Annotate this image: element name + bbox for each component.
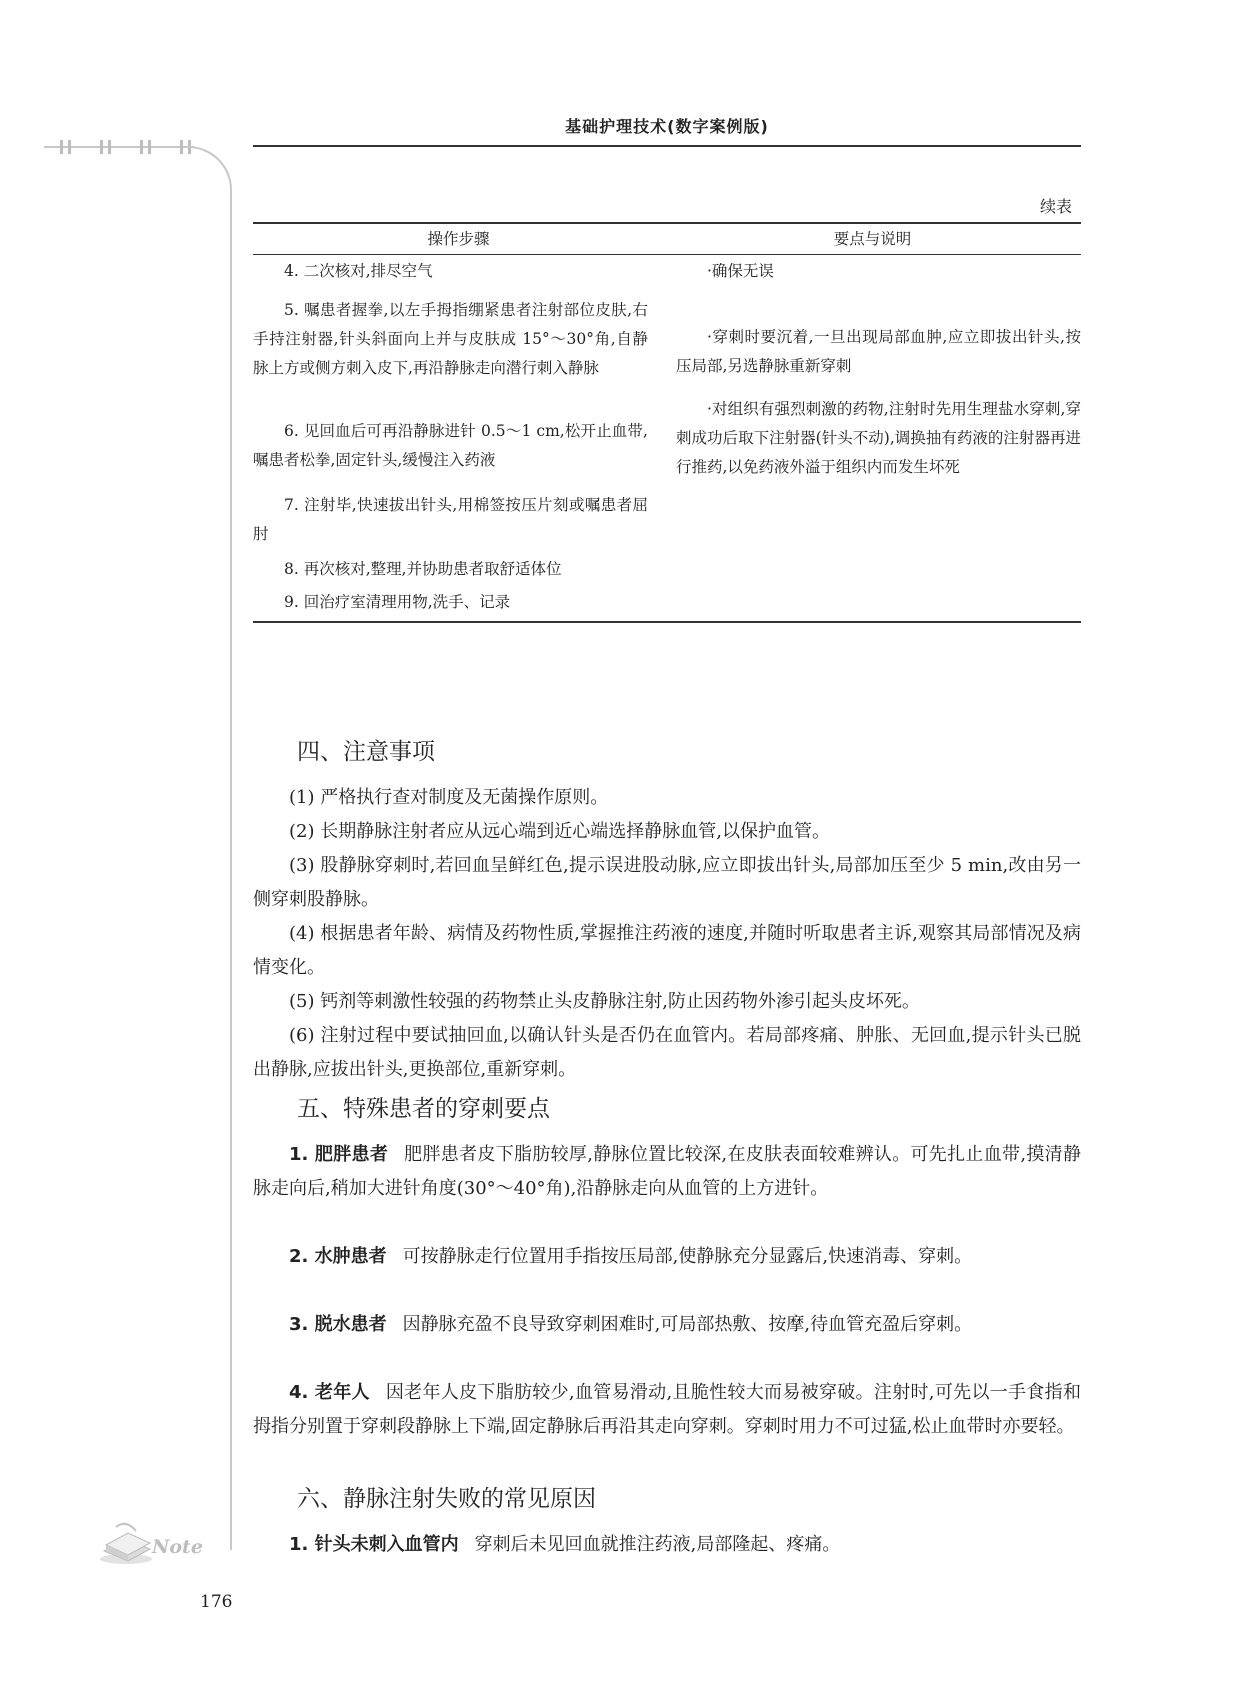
- item-label: 1. 针头未刺入血管内: [289, 1534, 459, 1555]
- precaution-item: (2) 长期静脉注射者应从远心端到近心端选择静脉血管,以保护血管。: [289, 821, 830, 842]
- column-header-notes: 要点与说明: [664, 223, 1081, 255]
- precaution-item: (3) 股静脉穿刺时,若回血呈鲜红色,提示误进股动脉,应立即拔出针头,局部加压至少 5 min,改由另一侧穿刺股静脉。: [253, 855, 1081, 910]
- precaution-item: (4) 根据患者年龄、病情及药物性质,掌握推注药液的速度,并随时听取患者主诉,观察其局部情况及病情变化。: [253, 923, 1081, 978]
- section-heading-precautions: 四、注意事项: [297, 739, 435, 765]
- note-logo-text: Note: [152, 1536, 203, 1558]
- item-text: 穿刺后未见回血就推注药液,局部隆起、疼痛。: [474, 1534, 841, 1555]
- table-row: [253, 395, 1081, 491]
- special-patient-item: [253, 1138, 1081, 1206]
- table-row: [253, 290, 1081, 395]
- item-label: 2. 水肿患者: [289, 1246, 387, 1267]
- item-label: 3. 脱水患者: [289, 1314, 387, 1335]
- note-cell: ·穿刺时要沉着,一旦出现局部血肿,应立即拔出针头,按压局部,另选静脉重新穿刺: [676, 328, 1081, 375]
- table-row: [253, 491, 1081, 555]
- column-header-steps: 操作步骤: [253, 223, 664, 255]
- note-cell: ·对组织有强烈刺激的药物,注射时先用生理盐水穿刺,穿刺成功后取下注射器(针头不动),调换抽有药液的注射器再进行推药,以免药液外溢于组织内而发生坏死: [676, 400, 1081, 476]
- step-cell: 7. 注射毕,快速拔出针头,用棉签按压片刻或嘱患者屈肘: [253, 496, 648, 543]
- item-text: 因静脉充盈不良导致穿刺困难时,可局部热敷、按摩,待血管充盈后穿刺。: [402, 1314, 973, 1335]
- note-cell: ·确保无误: [707, 262, 774, 280]
- step-cell: 9. 回治疗室清理用物,洗手、记录: [284, 593, 511, 611]
- procedure-table: [253, 222, 1081, 623]
- table-row: [253, 555, 1081, 588]
- note-logo: [96, 1517, 206, 1567]
- table-row: [253, 255, 1081, 291]
- table-continued-label: 续表: [1039, 197, 1072, 216]
- table-row: [253, 588, 1081, 622]
- item-text: 可按静脉走行位置用手指按压局部,使静脉充分显露后,快速消毒、穿刺。: [402, 1246, 973, 1267]
- step-cell: 8. 再次核对,整理,并协助患者取舒适体位: [284, 560, 562, 578]
- step-cell: 5. 嘱患者握拳,以左手拇指绷紧患者注射部位皮肤,右手持注射器,针头斜面向上并与皮肤成 15°～30°角,自静脉上方或侧方刺入皮下,再沿静脉走向潜行刺入静脉: [253, 301, 648, 377]
- step-cell: 6. 见回血后可再沿静脉进针 0.5～1 cm,松开止血带,嘱患者松拳,固定针头,缓慢注入药液: [253, 422, 648, 469]
- precaution-item: (1) 严格执行查对制度及无菌操作原则。: [289, 787, 609, 808]
- margin-decoration-curve: [186, 146, 232, 208]
- precaution-item: (5) 钙剂等刺激性较强的药物禁止头皮静脉注射,防止因药物外渗引起头皮坏死。: [289, 991, 920, 1012]
- section-heading-special-patients: 五、特殊患者的穿刺要点: [297, 1096, 550, 1122]
- item-text: 肥胖患者皮下脂肪较厚,静脉位置比较深,在皮肤表面较难辨认。可先扎止血带,摸清静脉走向后,稍加大进针角度(30°～40°角),沿静脉走向从血管的上方进针。: [253, 1144, 1081, 1199]
- precaution-item: (6) 注射过程中要试抽回血,以确认针头是否仍在血管内。若局部疼痛、肿胀、无回血,提示针头已脱出静脉,应拔出针头,更换部位,重新穿刺。: [253, 1025, 1081, 1080]
- header-rule: [253, 145, 1081, 147]
- item-label: 1. 肥胖患者: [289, 1144, 389, 1165]
- failure-cause-item: [253, 1528, 1081, 1562]
- table-header-row: [253, 223, 1081, 255]
- running-header-title: 基础护理技术(数字案例版): [565, 117, 769, 136]
- item-text: 因老年人皮下脂肪较少,血管易滑动,且脆性较大而易被穿破。注射时,可先以一手食指和拇指分别置于穿刺段静脉上下端,固定静脉后再沿其走向穿刺。穿刺时用力不可过猛,松止血带时亦要轻。: [253, 1382, 1081, 1437]
- page-number: 176: [200, 1592, 233, 1612]
- book-icon: [96, 1517, 206, 1567]
- special-patient-item: [253, 1240, 1081, 1274]
- special-patient-item: [253, 1376, 1081, 1444]
- section-heading-failure-causes: 六、静脉注射失败的常见原因: [297, 1486, 596, 1512]
- special-patient-item: [253, 1308, 1081, 1342]
- item-label: 4. 老年人: [289, 1382, 370, 1403]
- margin-decoration-vertical-line: [230, 200, 232, 1550]
- step-cell: 4. 二次核对,排尽空气: [284, 262, 433, 280]
